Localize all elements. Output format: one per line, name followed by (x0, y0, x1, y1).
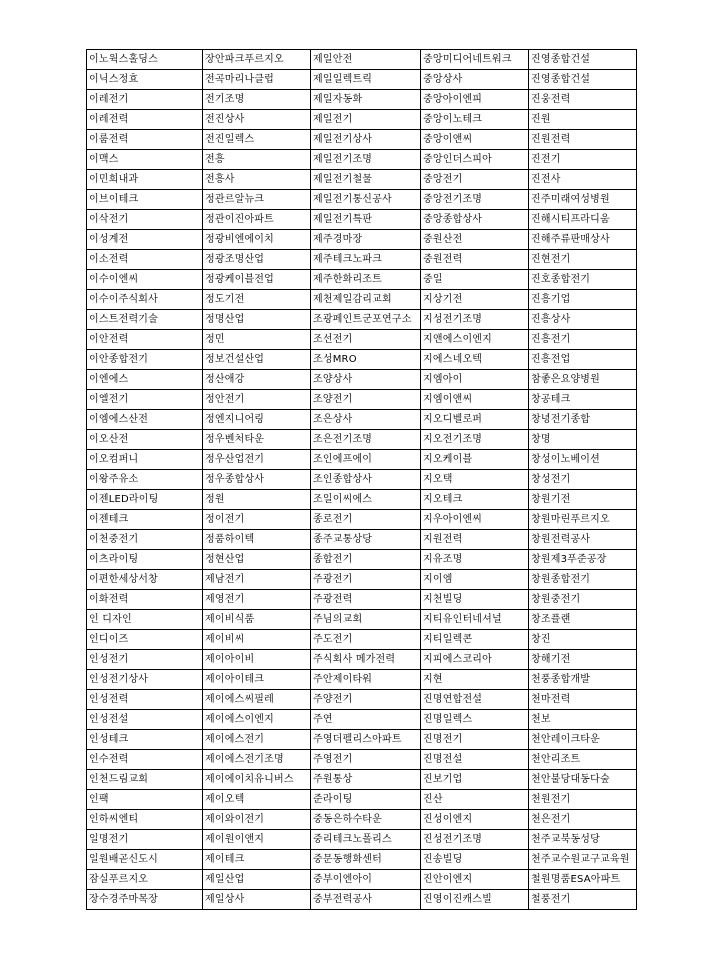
table-row (87, 250, 637, 270)
table-cell: 정우벤처타운 (203, 430, 311, 450)
table-cell: 진명전기 (421, 730, 529, 750)
table-cell: 제이에스전기조명 (203, 750, 311, 770)
table-row (87, 870, 637, 890)
table-cell: 조양상사 (311, 370, 421, 390)
table-cell: 철원명품ESA아파트 (529, 870, 637, 890)
table-cell: 전진상사 (203, 110, 311, 130)
table-cell: 종주교통상당 (311, 530, 421, 550)
table-cell: 창공테크 (529, 390, 637, 410)
table-cell: 정광케이블전업 (203, 270, 311, 290)
table-row (87, 750, 637, 770)
table-cell: 이수이주식회사 (87, 290, 203, 310)
table-cell: 진주미래여성병원 (529, 190, 637, 210)
table-cell: 이오산전 (87, 430, 203, 450)
table-cell: 인성테크 (87, 730, 203, 750)
table-cell: 지천빌딩 (421, 590, 529, 610)
table-cell: 이오컴퍼니 (87, 450, 203, 470)
table-row (87, 370, 637, 390)
table-cell: 진명일렉스 (421, 710, 529, 730)
table-row (87, 490, 637, 510)
table-cell: 정원 (203, 490, 311, 510)
table-row (87, 230, 637, 250)
table-cell: 주광전력 (311, 590, 421, 610)
table-cell: 지상기전 (421, 290, 529, 310)
table-row (87, 810, 637, 830)
table-cell: 창진 (529, 630, 637, 650)
table-row (87, 590, 637, 610)
table-cell: 제일전기상사 (311, 130, 421, 150)
table-cell: 이편한세상서창 (87, 570, 203, 590)
table-cell: 창조플랜 (529, 610, 637, 630)
table-cell: 진영이진캐스빌 (421, 890, 529, 910)
table-cell: 이레전력 (87, 110, 203, 130)
table-cell: 진현전기 (529, 250, 637, 270)
table-cell: 장수경주마목장 (87, 890, 203, 910)
table-row (87, 50, 637, 70)
table-cell: 정이전기 (203, 510, 311, 530)
table-cell: 이젠테크 (87, 510, 203, 530)
table-cell: 진성이엔지 (421, 810, 529, 830)
table-row (87, 770, 637, 790)
table-cell: 정보건설산업 (203, 350, 311, 370)
table-row (87, 670, 637, 690)
table-row (87, 130, 637, 150)
table-cell: 지엠이앤씨 (421, 390, 529, 410)
table-cell: 이화전력 (87, 590, 203, 610)
table-row (87, 510, 637, 530)
table-cell: 중리테크노폴리스 (311, 830, 421, 850)
table-cell: 제이에이치유니버스 (203, 770, 311, 790)
table-cell: 지오전기조명 (421, 430, 529, 450)
table-cell: 제이비식품 (203, 610, 311, 630)
table-cell: 제이오텍 (203, 790, 311, 810)
table-cell: 지피에스코리아 (421, 650, 529, 670)
table-row (87, 330, 637, 350)
table-cell: 진보기업 (421, 770, 529, 790)
table-cell: 지성전기조명 (421, 310, 529, 330)
table-cell: 이노웍스홀딩스 (87, 50, 203, 70)
table-cell: 주연 (311, 710, 421, 730)
table-cell: 주도전기 (311, 630, 421, 650)
table-cell: 지오케이블 (421, 450, 529, 470)
table-row (87, 890, 637, 910)
table-cell: 인수전력 (87, 750, 203, 770)
table-cell: 천원전기 (529, 790, 637, 810)
table-cell: 정광비엔에이치 (203, 230, 311, 250)
table-row (87, 630, 637, 650)
table-cell: 정관르알뉴크 (203, 190, 311, 210)
table-cell: 정품하이텍 (203, 530, 311, 550)
table-cell: 지유조명 (421, 550, 529, 570)
table-cell: 지오택 (421, 470, 529, 490)
table-cell: 일원배곧신도시 (87, 850, 203, 870)
table-row (87, 530, 637, 550)
table-cell: 정명산업 (203, 310, 311, 330)
table-cell: 주광전기 (311, 570, 421, 590)
table-cell: 이스트전력기술 (87, 310, 203, 330)
table-cell: 조인에프에이 (311, 450, 421, 470)
company-name-table (86, 49, 637, 910)
table-cell: 진흥전업 (529, 350, 637, 370)
table-cell: 창원제3푸준공장 (529, 550, 637, 570)
table-row (87, 610, 637, 630)
table-cell: 중앙이노테크 (421, 110, 529, 130)
table-cell: 진산 (421, 790, 529, 810)
table-cell: 제이테크 (203, 850, 311, 870)
table-cell: 주영전기 (311, 750, 421, 770)
table-cell: 전곡마리나클럽 (203, 70, 311, 90)
table-row (87, 410, 637, 430)
table-cell: 주안제이타워 (311, 670, 421, 690)
table-cell: 철풍전기 (529, 890, 637, 910)
table-cell: 제일일렉트릭 (311, 70, 421, 90)
table-cell: 중원전력 (421, 250, 529, 270)
table-cell: 이브이테크 (87, 190, 203, 210)
table-row (87, 170, 637, 190)
table-cell: 지오디벨로퍼 (421, 410, 529, 430)
table-row (87, 70, 637, 90)
table-body (87, 50, 637, 910)
table-cell: 이레전기 (87, 90, 203, 110)
table-cell: 제이에스씨필레 (203, 690, 311, 710)
table-cell: 진흥전기 (529, 330, 637, 350)
table-cell: 창원기전 (529, 490, 637, 510)
table-cell: 창원마린푸르지오 (529, 510, 637, 530)
table-cell: 이왕주유소 (87, 470, 203, 490)
table-cell: 제일자동화 (311, 90, 421, 110)
table-cell: 인하씨엔티 (87, 810, 203, 830)
table-cell: 중원산전 (421, 230, 529, 250)
table-cell: 인천드림교회 (87, 770, 203, 790)
table-cell: 조성MRO (311, 350, 421, 370)
table-cell: 제천제일감리교회 (311, 290, 421, 310)
table-row (87, 210, 637, 230)
spreadsheet (86, 49, 637, 910)
table-cell: 이닉스정효 (87, 70, 203, 90)
table-cell: 천안불당대동다숲 (529, 770, 637, 790)
table-cell: 지티유인터네셔널 (421, 610, 529, 630)
table-cell: 제일전기통신공사 (311, 190, 421, 210)
table-cell: 조양전기 (311, 390, 421, 410)
table-cell: 정엔지니어링 (203, 410, 311, 430)
table-cell: 지현 (421, 670, 529, 690)
table-cell: 이민희내과 (87, 170, 203, 190)
table-cell: 제영전기 (203, 590, 311, 610)
table-row (87, 90, 637, 110)
table-row (87, 190, 637, 210)
table-cell: 진호종합전기 (529, 270, 637, 290)
table-cell: 정안전기 (203, 390, 311, 410)
table-row (87, 850, 637, 870)
table-cell: 중동은하수타운 (311, 810, 421, 830)
table-cell: 제일안전 (311, 50, 421, 70)
table-cell: 창원전력공사 (529, 530, 637, 550)
table-cell: 제일전기 (311, 110, 421, 130)
table-cell: 종로전기 (311, 510, 421, 530)
table-cell: 제주테크노파크 (311, 250, 421, 270)
table-row (87, 790, 637, 810)
table-cell: 조인종합상사 (311, 470, 421, 490)
table-cell: 이엘전기 (87, 390, 203, 410)
table-cell: 진원전력 (529, 130, 637, 150)
table-cell: 제일전기특판 (311, 210, 421, 230)
table-cell: 지이엠 (421, 570, 529, 590)
table-cell: 인성전기상사 (87, 670, 203, 690)
table-cell: 전흥 (203, 150, 311, 170)
table-cell: 정우종합상사 (203, 470, 311, 490)
table-cell: 정민 (203, 330, 311, 350)
table-cell: 인성전설 (87, 710, 203, 730)
table-cell: 제일전기조명 (311, 150, 421, 170)
table-cell: 조광페인트군포연구소 (311, 310, 421, 330)
table-cell: 제이아이비 (203, 650, 311, 670)
table-cell: 일명전기 (87, 830, 203, 850)
table-cell: 지에스네오텍 (421, 350, 529, 370)
table-cell: 조은전기조명 (311, 430, 421, 450)
table-cell: 천마전력 (529, 690, 637, 710)
table-cell: 진흥상사 (529, 310, 637, 330)
table-cell: 진흥기업 (529, 290, 637, 310)
table-cell: 정산애강 (203, 370, 311, 390)
table-cell: 중부전력공사 (311, 890, 421, 910)
table-cell: 중일 (421, 270, 529, 290)
table-row (87, 390, 637, 410)
table-cell: 정관이진아파트 (203, 210, 311, 230)
table-cell: 제남전기 (203, 570, 311, 590)
table-cell: 천주교북동성당 (529, 830, 637, 850)
table-cell: 인디이즈 (87, 630, 203, 650)
table-cell: 제일산업 (203, 870, 311, 890)
table-cell: 중앙인더스피아 (421, 150, 529, 170)
table-cell: 주원통상 (311, 770, 421, 790)
table-cell: 정우산업전기 (203, 450, 311, 470)
table-row (87, 450, 637, 470)
table-cell: 이엠에스산전 (87, 410, 203, 430)
table-cell: 창원중전기 (529, 590, 637, 610)
table-cell: 진웅전력 (529, 90, 637, 110)
table-cell: 중앙전기 (421, 170, 529, 190)
table-cell: 진원 (529, 110, 637, 130)
table-cell: 지우아이엔씨 (421, 510, 529, 530)
table-cell: 전진일렉스 (203, 130, 311, 150)
table-cell: 조일이씨에스 (311, 490, 421, 510)
table-cell: 진안이엔지 (421, 870, 529, 890)
table-row (87, 470, 637, 490)
table-cell: 진해주류판매상사 (529, 230, 637, 250)
table-row (87, 710, 637, 730)
table-cell: 이천중전기 (87, 530, 203, 550)
table-row (87, 270, 637, 290)
table-cell: 인성전기 (87, 650, 203, 670)
table-cell: 전흥사 (203, 170, 311, 190)
table-cell: 인팩 (87, 790, 203, 810)
table-cell: 참좋은요양병원 (529, 370, 637, 390)
table-cell: 정도기전 (203, 290, 311, 310)
table-row (87, 110, 637, 130)
table-cell: 창성전기 (529, 470, 637, 490)
table-cell: 천안리조트 (529, 750, 637, 770)
table-cell: 제이아이테크 (203, 670, 311, 690)
table-cell: 이수이엔씨 (87, 270, 203, 290)
table-cell: 창녕전기종합 (529, 410, 637, 430)
table-row (87, 350, 637, 370)
table-cell: 주님의교회 (311, 610, 421, 630)
table-cell: 창성이노베이션 (529, 450, 637, 470)
table-cell: 이젠LED라이팅 (87, 490, 203, 510)
table-cell: 이삭전기 (87, 210, 203, 230)
table-cell: 이엔에스 (87, 370, 203, 390)
table-cell: 종합전기 (311, 550, 421, 570)
table-cell: 조은상사 (311, 410, 421, 430)
table-cell: 진명전설 (421, 750, 529, 770)
table-cell: 중앙아이엔피 (421, 90, 529, 110)
table-cell: 중앙이앤씨 (421, 130, 529, 150)
table-cell: 진전사 (529, 170, 637, 190)
table-cell: 이안종합전기 (87, 350, 203, 370)
table-cell: 인 디자인 (87, 610, 203, 630)
table-cell: 이룸전력 (87, 130, 203, 150)
table-cell: 중앙상사 (421, 70, 529, 90)
table-cell: 제이에스이엔지 (203, 710, 311, 730)
table-cell: 이성계전 (87, 230, 203, 250)
table-cell: 천보 (529, 710, 637, 730)
table-cell: 진영종합건설 (529, 70, 637, 90)
table-cell: 제주경마장 (311, 230, 421, 250)
table-cell: 천안레이크타운 (529, 730, 637, 750)
table-cell: 진성전기조명 (421, 830, 529, 850)
table-row (87, 730, 637, 750)
table-cell: 진전기 (529, 150, 637, 170)
table-cell: 정광조명산업 (203, 250, 311, 270)
table-cell: 천은전기 (529, 810, 637, 830)
table-cell: 지티일렉콘 (421, 630, 529, 650)
table-cell: 지앤에스이엔지 (421, 330, 529, 350)
table-row (87, 430, 637, 450)
table-row (87, 830, 637, 850)
table-cell: 중앙미디어네트워크 (421, 50, 529, 70)
table-cell: 제이원이앤지 (203, 830, 311, 850)
table-cell: 주양전기 (311, 690, 421, 710)
table-cell: 조선전기 (311, 330, 421, 350)
table-cell: 진영종합건설 (529, 50, 637, 70)
table-cell: 제일상사 (203, 890, 311, 910)
table-cell: 제이와이전기 (203, 810, 311, 830)
table-cell: 지오테크 (421, 490, 529, 510)
table-cell: 잠실푸르지오 (87, 870, 203, 890)
table-cell: 인성전력 (87, 690, 203, 710)
table-cell: 제주한화리조트 (311, 270, 421, 290)
table-cell: 진해시티프라디움 (529, 210, 637, 230)
table-cell: 천주교수원교구교육원 (529, 850, 637, 870)
table-row (87, 290, 637, 310)
table-cell: 이츠라이팅 (87, 550, 203, 570)
table-cell: 중앙전기조명 (421, 190, 529, 210)
table-cell: 제일전기철물 (311, 170, 421, 190)
table-cell: 주영더펠리스아파트 (311, 730, 421, 750)
table-row (87, 150, 637, 170)
table-cell: 천풍종합개발 (529, 670, 637, 690)
table-row (87, 550, 637, 570)
table-cell: 정현산업 (203, 550, 311, 570)
table-cell: 지엠아이 (421, 370, 529, 390)
table-cell: 이맥스 (87, 150, 203, 170)
table-row (87, 650, 637, 670)
table-cell: 제이에스전기 (203, 730, 311, 750)
table-cell: 창해기전 (529, 650, 637, 670)
table-cell: 제이비씨 (203, 630, 311, 650)
table-cell: 중문동행화센터 (311, 850, 421, 870)
table-cell: 창명 (529, 430, 637, 450)
table-cell: 이소전력 (87, 250, 203, 270)
table-cell: 이안전력 (87, 330, 203, 350)
table-row (87, 570, 637, 590)
table-cell: 진명연합전설 (421, 690, 529, 710)
table-cell: 창원종합전기 (529, 570, 637, 590)
table-cell: 준라이팅 (311, 790, 421, 810)
table-row (87, 310, 637, 330)
table-cell: 주식회사 메가전력 (311, 650, 421, 670)
table-cell: 지원전력 (421, 530, 529, 550)
table-row (87, 690, 637, 710)
table-cell: 중앙종합상사 (421, 210, 529, 230)
table-cell: 중부이엔아이 (311, 870, 421, 890)
table-cell: 전기조명 (203, 90, 311, 110)
table-cell: 장안파크푸르지오 (203, 50, 311, 70)
table-cell: 진송빌딩 (421, 850, 529, 870)
